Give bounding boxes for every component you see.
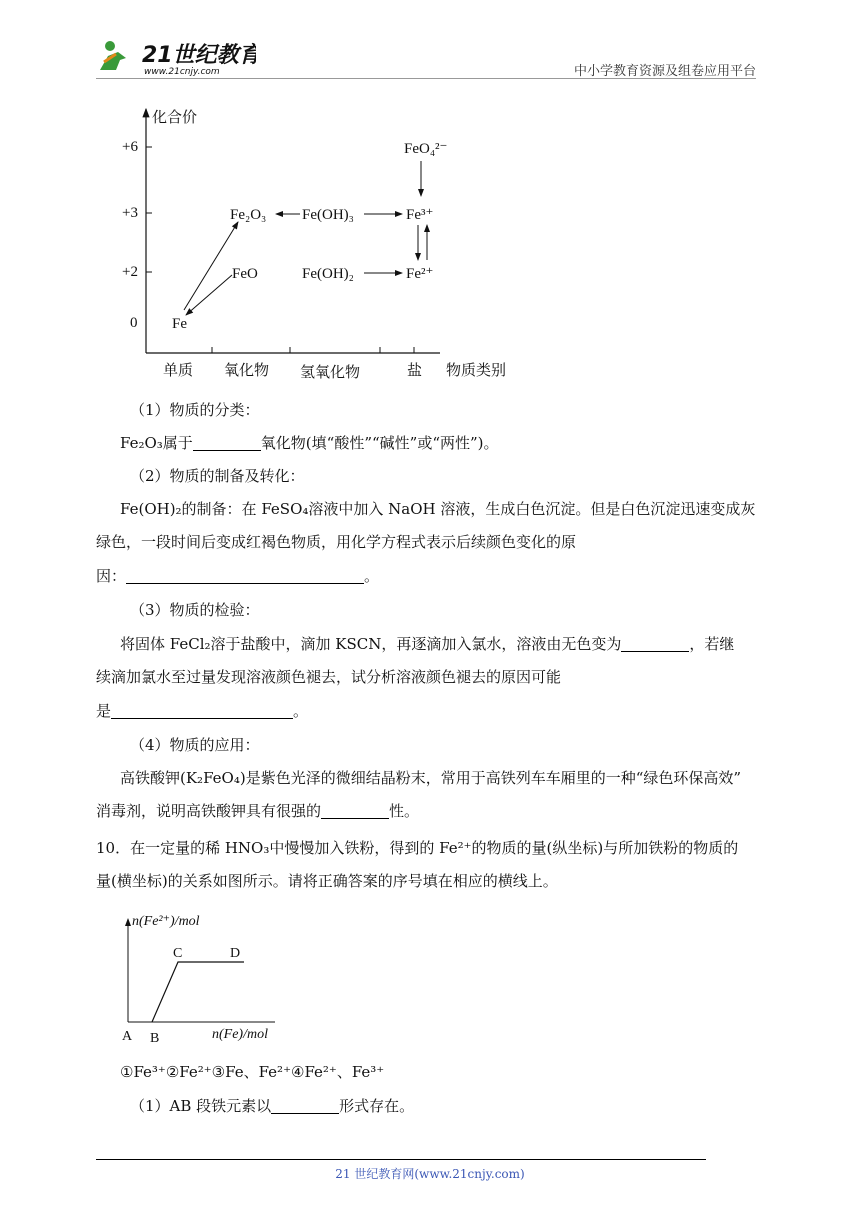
x-cat-oxide: 氧化物 <box>224 361 270 379</box>
q10-part1: （1）AB 段铁元素以 形式存在。 <box>130 1097 415 1115</box>
graph-x-label: n(Fe)/mol <box>212 1027 268 1042</box>
answer-blank[interactable] <box>271 1097 339 1114</box>
species-fe3: Fe³⁺ <box>406 207 434 223</box>
point-b: B <box>150 1031 160 1046</box>
tick-2: +2 <box>122 264 138 280</box>
q9-part2-title: （2）物质的制备及转化： <box>130 467 305 485</box>
species-feo4: FeO₄²⁻ <box>404 141 448 157</box>
q9-part4-title: （4）物质的应用： <box>130 736 260 754</box>
q9-part3-title: （3）物质的检验： <box>130 601 260 619</box>
point-c: C <box>173 946 183 961</box>
q9-part3-line1: 将固体 FeCl₂溶于盐酸中，滴加 KSCN，再逐滴加入氯水，溶液由无色变为 ，若继 <box>120 635 735 653</box>
fe2-vs-fe-graph <box>110 905 300 1050</box>
q9-part2-line2: 绿色，一段时间后变成红褐色物质，用化学方程式表示后续颜色变化的原 <box>96 533 577 551</box>
answer-blank[interactable] <box>621 635 689 652</box>
x-cat-hydroxide: 氢氧化物 <box>300 363 361 381</box>
tick-3: +3 <box>122 205 138 221</box>
footer-divider <box>96 1159 706 1160</box>
q9-part1-text: Fe₂O₃属于 氧化物(填“酸性”“碱性”或“两性”)。 <box>120 434 499 452</box>
q9-part2-line1: Fe(OH)₂的制备：在 FeSO₄溶液中加入 NaOH 溶液，生成白色沉淀。但是白色沉淀迅速变成灰 <box>120 500 756 518</box>
q10-options: ①Fe³⁺②Fe²⁺③Fe、Fe²⁺④Fe²⁺、Fe³⁺ <box>120 1063 385 1081</box>
site-logo <box>96 36 256 78</box>
x-axis-label: 物质类别 <box>446 361 507 379</box>
q10-line2: 量(横坐标)的关系如图所示。请将正确答案的序号填在相应的横线上。 <box>96 872 558 890</box>
species-feoh3: Fe(OH)₃ <box>302 207 354 223</box>
species-fe: Fe <box>172 316 187 332</box>
q9-part3-line2: 续滴加氯水至过量发现溶液颜色褪去，试分析溶液颜色褪去的原因可能 <box>96 668 562 686</box>
species-fe2o3: Fe₂O₃ <box>230 207 267 223</box>
q9-part3-line3: 是 。 <box>96 702 309 720</box>
curve <box>152 962 244 1022</box>
answer-blank[interactable] <box>321 802 389 819</box>
x-cat-elemental: 单质 <box>163 361 194 379</box>
y-axis-label: 化合价 <box>152 108 198 126</box>
tick-6: +6 <box>122 139 138 155</box>
species-feo: FeO <box>232 266 258 282</box>
species-fe2: Fe²⁺ <box>406 266 434 282</box>
species-feoh2: Fe(OH)₂ <box>302 266 354 282</box>
svg-text:www.21cnjy.com: www.21cnjy.com <box>144 67 220 77</box>
iron-valence-diagram <box>0 95 560 385</box>
platform-name: 中小学教育资源及组卷应用平台 <box>573 64 756 79</box>
x-cat-salt: 盐 <box>407 361 423 379</box>
tick-0: 0 <box>130 315 138 331</box>
graph-y-label: n(Fe²⁺)/mol <box>132 914 200 929</box>
answer-blank[interactable] <box>111 702 293 719</box>
y-ticks <box>122 139 152 331</box>
answer-blank[interactable] <box>126 567 364 584</box>
q9-part4-line1: 高铁酸钾(K₂FeO₄)是紫色光泽的微细结晶粉末，常用于高铁列车车厢里的一种“绿色环保高效” <box>120 769 742 787</box>
q10-line1: 10．在一定量的稀 HNO₃中慢慢加入铁粉，得到的 Fe²⁺的物质的量(纵坐标)与所加铁粉的物质的 <box>96 839 739 857</box>
point-d: D <box>230 946 241 961</box>
q9-part2-line3: 因： 。 <box>96 567 380 585</box>
point-a: A <box>122 1029 133 1044</box>
q9-part1-title: （1）物质的分类： <box>130 401 260 419</box>
arrow-fe-to-fe2o3 <box>184 222 238 310</box>
svg-text:21世纪教育: 21世纪教育 <box>142 43 256 68</box>
answer-blank[interactable] <box>193 434 261 451</box>
q9-part4-line2: 消毒剂，说明高铁酸钾具有很强的 性。 <box>96 802 420 820</box>
header-divider <box>96 78 756 79</box>
footer-text: 21 世纪教育网(www.21cnjy.com) <box>335 1167 525 1181</box>
